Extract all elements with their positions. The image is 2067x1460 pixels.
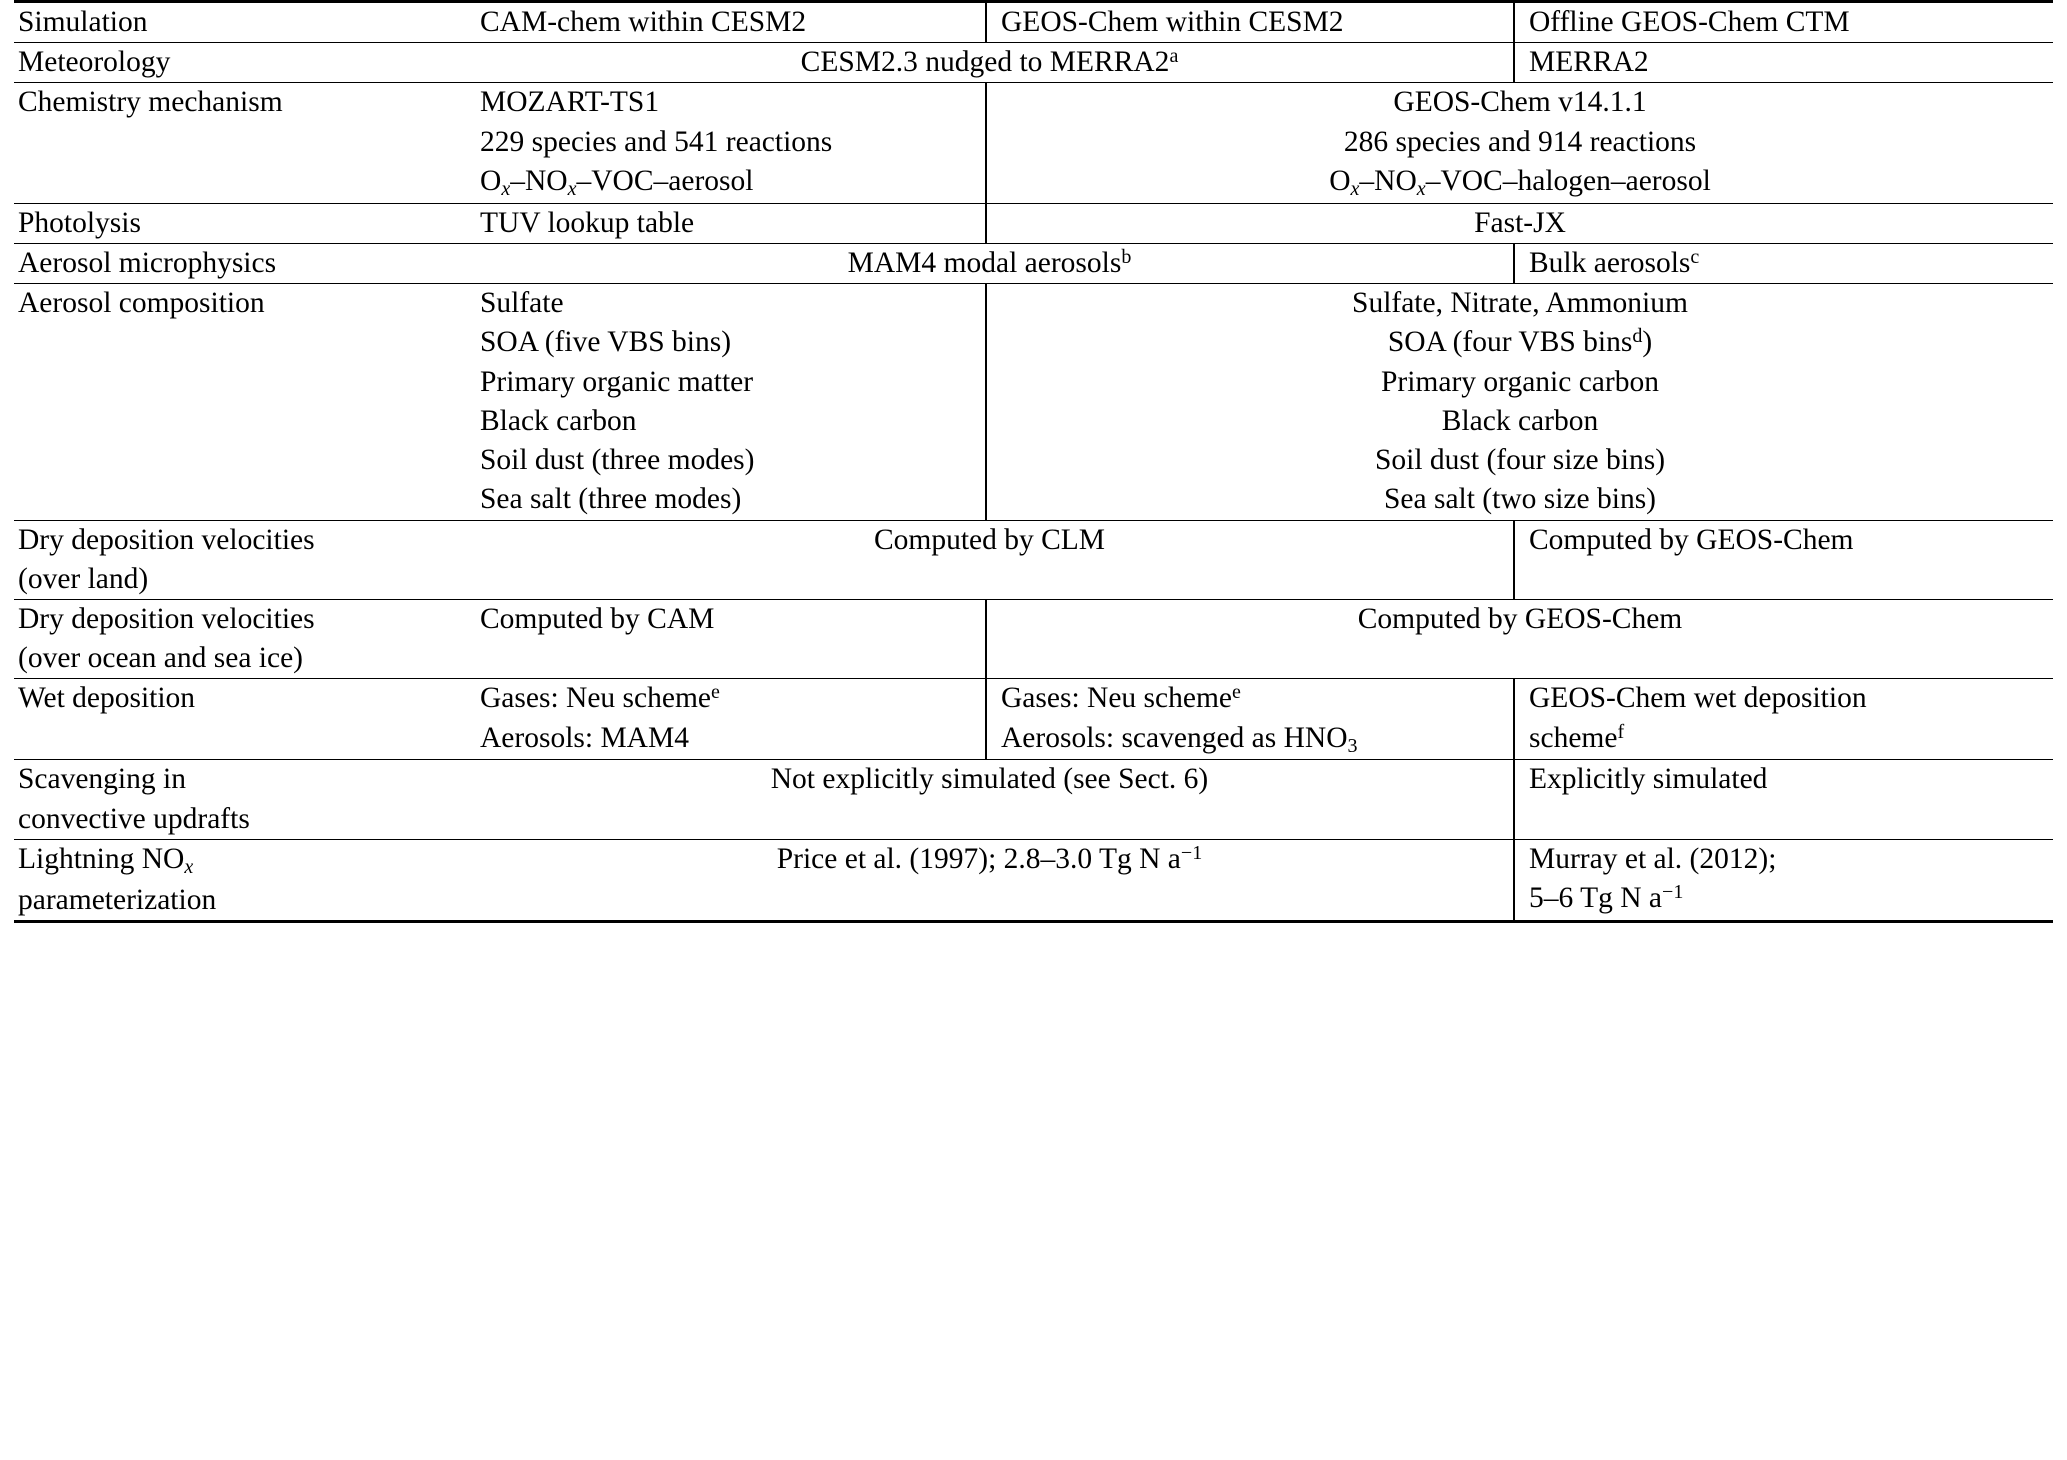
value-text: CESM2.3 nudged to MERRA2 xyxy=(800,46,1170,79)
row-value-span: Computed by GEOS-Chem xyxy=(986,600,2053,679)
row-value-col3 xyxy=(1514,243,2053,283)
value-line: SOA (five VBS bins) xyxy=(480,326,732,359)
row-label xyxy=(14,839,466,921)
row-label: Photolysis xyxy=(14,203,466,243)
label-line: (over ocean and sea ice) xyxy=(18,642,303,675)
value-line: MOZART-TS1 xyxy=(480,86,660,119)
value-line: 286 species and 914 reactions xyxy=(1343,125,1697,158)
value-line: Sea salt (three modes) xyxy=(480,483,742,516)
table-row xyxy=(14,284,2053,520)
label-line: Scavenging in xyxy=(18,763,186,796)
value-line: Gases: Neu scheme$^e$ xyxy=(1001,681,1241,715)
value-line: Sea salt (two size bins) xyxy=(1384,483,1656,516)
table-row xyxy=(14,243,2053,283)
value-text: MAM4 modal aerosols xyxy=(847,246,1122,279)
value-line: Gases: Neu scheme$^e$ xyxy=(480,681,720,715)
row-value-span: Price et al. (1997); 2.8–3.0 Tg N $a^{-1}$ xyxy=(466,839,1514,921)
table-row xyxy=(14,203,2053,243)
row-label: Aerosol composition xyxy=(14,284,466,520)
table-row xyxy=(14,520,2053,599)
label-line: (over land) xyxy=(18,562,149,595)
row-value-span xyxy=(466,243,1514,283)
row-value-span xyxy=(986,83,2053,203)
footnote-marker: b xyxy=(1121,245,1132,268)
value-line: Primary organic matter xyxy=(480,365,754,398)
header-col3: Offline GEOS-Chem CTM xyxy=(1514,2,2053,43)
row-value-col3: Computed by GEOS-Chem xyxy=(1514,520,2053,599)
row-label: Aerosol microphysics xyxy=(14,243,466,283)
value-line: $O_x-NO_x-VOC-halogen$–aerosol xyxy=(1329,164,1711,200)
row-value-col1 xyxy=(466,83,986,203)
value-line: Black carbon xyxy=(480,404,637,437)
value-line: GEOS-Chem wet deposition xyxy=(1529,682,1867,715)
row-label: Chemistry mechanism xyxy=(14,83,466,203)
footnote-marker: c xyxy=(1690,245,1700,268)
value-line: Black carbon xyxy=(1441,404,1599,437)
label-line: Dry deposition velocities xyxy=(18,523,315,556)
value-line: SOA (four VBS bins$^d$) xyxy=(1387,325,1653,359)
row-value-col3 xyxy=(1514,679,2053,760)
table-header-row xyxy=(14,2,2053,43)
row-value-col1: TUV lookup table xyxy=(466,203,986,243)
value-line: Sulfate xyxy=(480,287,564,320)
row-value-col3: MERRA2 xyxy=(1514,43,2053,83)
row-value-col1 xyxy=(466,679,986,760)
value-line: $O_x-NO_x-VOC$–aerosol xyxy=(480,164,754,200)
value-line: Aerosols: scavenged as $HNO_3$ xyxy=(1001,721,1358,757)
table-row xyxy=(14,760,2053,839)
header-label: Simulation xyxy=(14,2,466,43)
label-line: Dry deposition velocities xyxy=(18,603,315,635)
value-line: Soil dust (four size bins) xyxy=(1374,444,1666,477)
row-label: Wet deposition xyxy=(14,679,466,760)
row-value-col2 xyxy=(986,679,1514,760)
value-line: 229 species and 541 reactions xyxy=(480,125,833,158)
label-line: convective updrafts xyxy=(18,802,250,835)
table-row xyxy=(14,679,2053,760)
row-value-span: Not explicitly simulated (see Sect. 6) xyxy=(466,760,1514,839)
row-label: Meteorology xyxy=(14,43,466,83)
value-line: Murray et al. (2012); xyxy=(1529,842,1777,875)
value-line: 5–6 Tg N $a^{-1}$ xyxy=(1529,881,1684,915)
row-value-span: Computed by CLM xyxy=(466,520,1514,599)
header-col1: CAM-chem within CESM2 xyxy=(466,2,986,43)
row-value-col1: Computed by CAM xyxy=(466,600,986,679)
value-line: Sulfate, Nitrate, Ammonium xyxy=(1352,287,1688,320)
model-comparison-table xyxy=(14,0,2053,923)
row-value-span xyxy=(466,43,1514,83)
row-label xyxy=(14,600,466,679)
value-line: Soil dust (three modes) xyxy=(480,444,755,477)
row-value-span xyxy=(986,284,2053,520)
table-row xyxy=(14,83,2053,203)
row-label xyxy=(14,520,466,599)
label-line: parameterization xyxy=(18,883,217,916)
value-line: GEOS-Chem v14.1.1 xyxy=(1393,86,1647,119)
row-value-col3 xyxy=(1514,839,2053,921)
row-value-col1 xyxy=(466,284,986,520)
row-label xyxy=(14,760,466,839)
table-row xyxy=(14,839,2053,921)
table-row xyxy=(14,600,2053,679)
row-value-span: Fast-JX xyxy=(986,203,2053,243)
footnote-marker: a xyxy=(1169,45,1179,68)
value-line: Primary organic carbon xyxy=(1381,365,1659,398)
label-line: Lightning $NO_x$ xyxy=(18,842,194,878)
value-text: Bulk aerosols xyxy=(1529,246,1691,279)
table-row xyxy=(14,43,2053,83)
header-col2: GEOS-Chem within CESM2 xyxy=(986,2,1514,43)
row-value-col3: Explicitly simulated xyxy=(1514,760,2053,839)
value-line: scheme$^f$ xyxy=(1529,720,1625,754)
value-line: Aerosols: MAM4 xyxy=(480,721,689,754)
